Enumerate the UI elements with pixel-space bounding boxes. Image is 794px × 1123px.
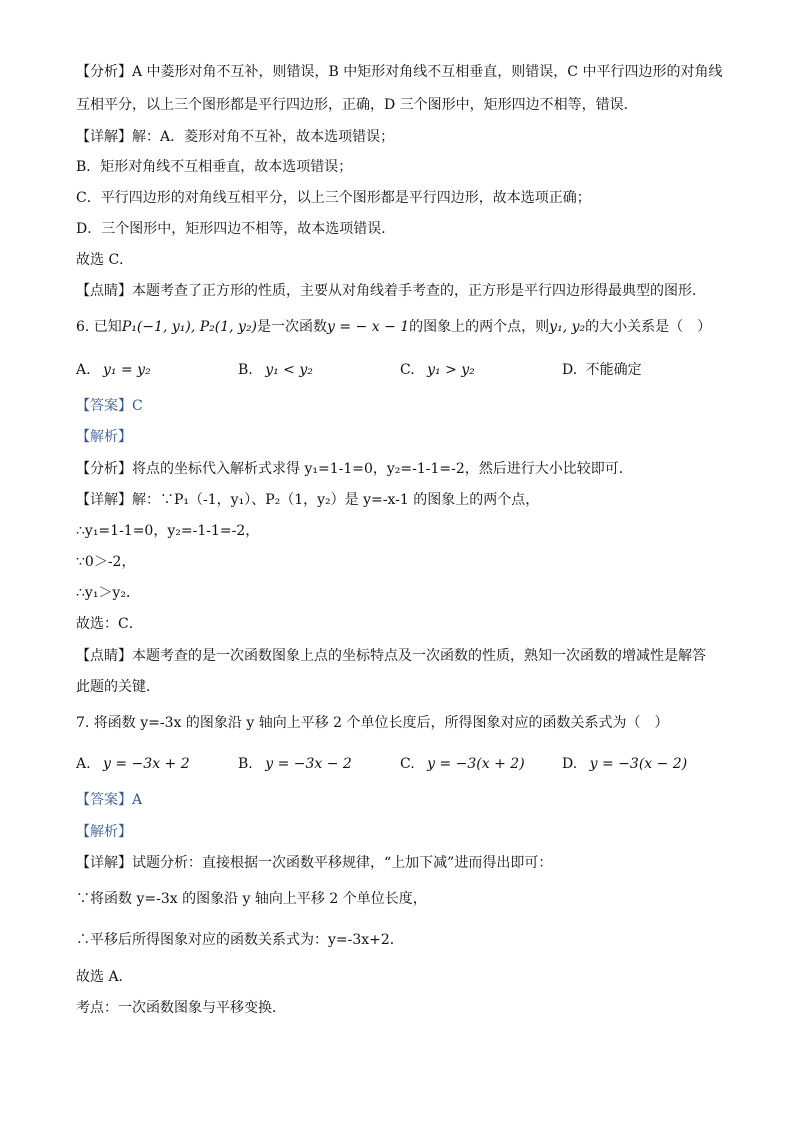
q5-analysis-line1: 【分析】A 中菱形对角不互补，则错误，B 中矩形对角线不互相垂直，则错误，C 中平行四边形的对角线 [76,64,723,80]
q5-choose: 故选 C． [76,252,134,268]
q7-choose: 故选 A． [76,969,133,985]
option-letter: A. [76,362,91,378]
q6-stem-prefix: 6. 已知 [76,319,122,335]
q6-choose: 故选：C． [76,616,143,632]
q7-option-c [400,754,525,774]
q6-stem-mid: 是一次函数 [257,319,328,335]
q7-jiexi: 【解析】 [76,824,132,840]
q7-detail: 【详解】试题分析：直接根据一次函数平移规律，“上加下减”进而得出即可： [76,855,553,871]
q7-option-b [238,754,352,774]
q6-stem-func: y = − x − 1 [327,319,410,335]
option-text: 不能确定 [585,362,642,378]
option-text: y = −3x − 2 [265,756,352,772]
q7-stem: 7. 将函数 y=-3x 的图象沿 y 轴向上平移 2 个单位长度后，所得图象对应的函数关系式为（ ） [76,715,669,731]
option-letter: C. [400,362,415,378]
q5-detail-b: B．矩形对角线不互相垂直，故本选项错误； [76,159,353,175]
q6-jiexi: 【解析】 [76,429,132,445]
option-letter: A. [76,756,91,772]
option-letter: B. [238,756,253,772]
q6-detail2: ∴y₁=1-1=0，y₂=-1-1=-2， [76,523,260,539]
option-letter: D. [562,756,578,772]
option-letter: D. [562,362,578,378]
option-text: y = −3x + 2 [103,756,190,772]
option-text: y₁ < y₂ [265,362,313,378]
q7-option-a [76,754,190,774]
option-text: y₁ = y₂ [103,362,151,378]
option-letter: C. [400,756,415,772]
q6-option-d [562,360,642,380]
option-letter: B. [238,362,253,378]
q6-answer: 【答案】C [76,398,143,414]
q7-kaodian: 考点：一次函数图象与平移变换． [76,1000,286,1016]
q7-step2: ∴平移后所得图象对应的函数关系式为：y=-3x+2． [76,932,404,948]
q6-detail1: 【详解】解：∵P₁（-1，y₁）、P₂（1，y₂）是 y=-x-1 的图象上的两个点， [76,492,540,508]
q6-stem-suffix: 的大小关系是（ ） [585,319,712,335]
q6-stem [76,317,754,337]
q5-detail-d: D．三个图形中，矩形四边不相等，故本选项错误． [76,221,396,237]
option-text: y = −3(x + 2) [427,756,525,772]
q5-comment: 【点睛】本题考查了正方形的性质，主要从对角线着手考查的，正方形是平行四边形得最典型的图形． [76,283,706,299]
q6-option-a [76,360,151,380]
q6-stem-points: P₁(−1, y₁), P₂(1, y₂) [121,319,258,335]
q5-analysis-line2: 互相平分，以上三个图形都是平行四边形，正确，D 三个图形中，矩形四边不相等，错误． [76,97,638,113]
q7-step1: ∵将函数 y=-3x 的图象沿 y 轴向上平移 2 个单位长度， [76,891,427,907]
q5-detail-c: C．平行四边形的对角线互相平分，以上三个图形都是平行四边形，故本选项正确； [76,190,591,206]
q7-answer: 【答案】A [76,792,143,808]
q6-detail4: ∴y₁＞y₂． [76,585,140,601]
q6-option-c [400,360,475,380]
q6-comment2: 此题的关键． [76,679,160,695]
q6-option-b [238,360,313,380]
q6-detail3: ∵0＞-2， [76,554,136,570]
option-text: y = −3(x − 2) [589,756,688,772]
option-text: y₁ > y₂ [427,362,475,378]
q6-stem-mid2: 的图象上的两个点，则 [409,319,550,335]
q6-comment1: 【点睛】本题考查的是一次函数图象上点的坐标特点及一次函数的性质，熟知一次函数的增减性是解答 [76,648,706,664]
q5-detail-a: 【详解】解：A．菱形对角不互补，故本选项错误； [76,129,395,145]
q6-analysis: 【分析】将点的坐标代入解析式求得 y₁=1-1=0，y₂=-1-1=-2，然后进行大小比较即可． [76,461,633,477]
q6-stem-vars: y₁, y₂ [549,319,586,335]
q7-option-d [562,754,687,774]
